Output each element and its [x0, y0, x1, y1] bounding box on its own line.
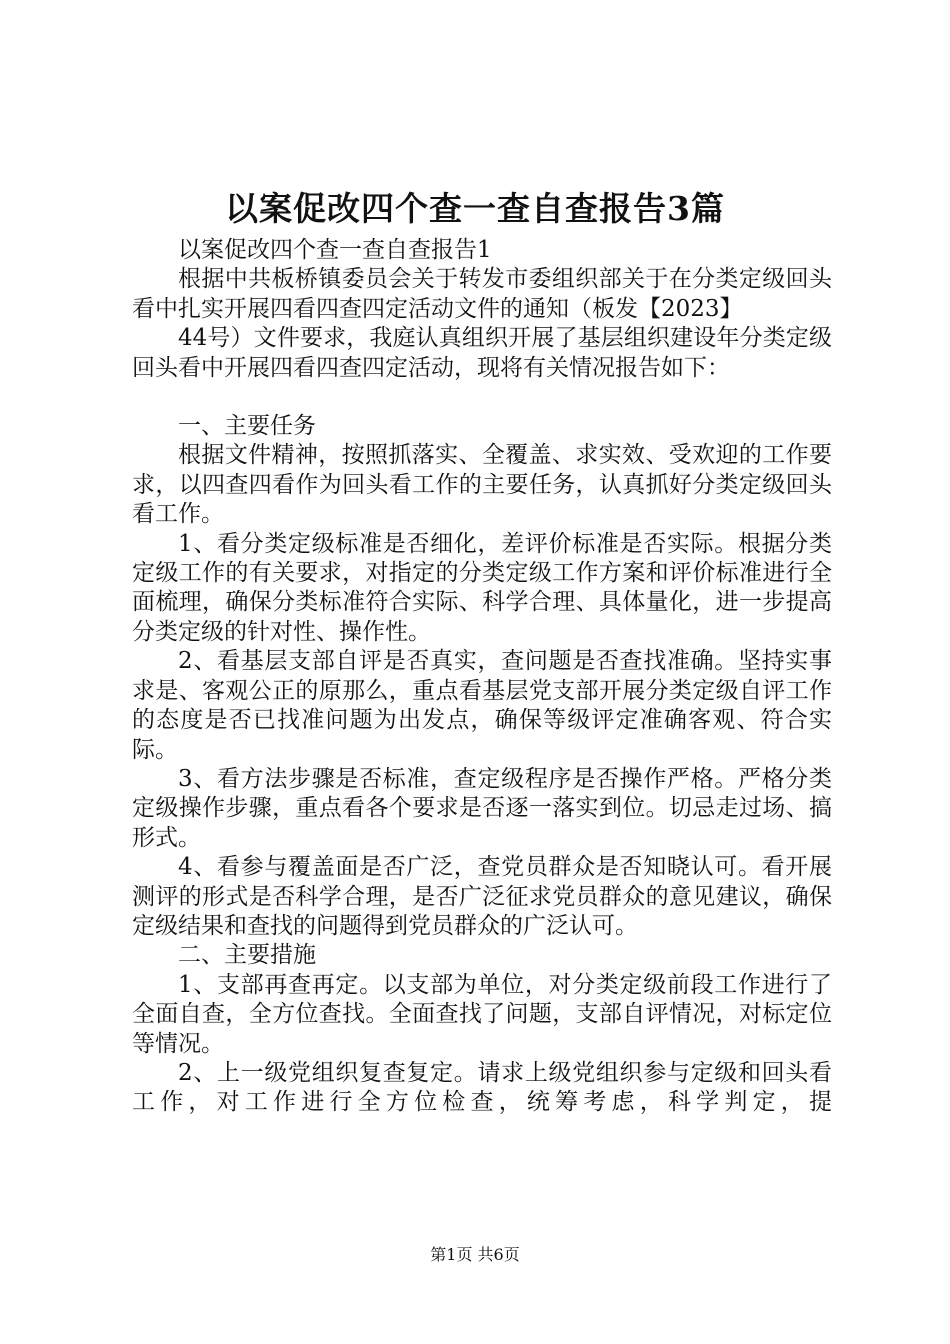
paragraph-spacer — [132, 383, 832, 412]
intro-paragraph-1: 根据中共板桥镇委员会关于转发市委组织部关于在分类定级回头看中扎实开展四看四查四定活动文件的通知（板发【2023】 — [132, 266, 832, 322]
measure-item-2: 2、上一级党组织复查复定。请求上级党组织参与定级和回头看工作，对工作进行全方位检查，统筹考虑，科学判定，提 — [132, 1059, 832, 1116]
measure-item-1: 1、支部再查再定。以支部为单位，对分类定级前段工作进行了全面自查，全方位查找。全面查找了问题，支部自评情况，对标定位等情况。 — [132, 971, 832, 1057]
document-title: 以案促改四个查一查自查报告3篇 — [225, 189, 725, 228]
report-subtitle: 以案促改四个查一查自查报告1 — [178, 237, 492, 263]
page-number-footer: 第1页 共6页 — [430, 1245, 520, 1264]
section-heading-main-measures: 二、主要措施 — [178, 942, 316, 969]
task-item-3: 3、看方法步骤是否标准，查定级程序是否操作严格。严格分类定级操作步骤，重点看各个要求是否逐一落实到位。切忌走过场、搞形式。 — [132, 765, 832, 851]
document-body — [132, 236, 832, 1118]
intro-paragraph-2: 44号）文件要求，我庭认真组织开展了基层组织建设年分类定级回头看中开展四看四查四定活动，现将有关情况报告如下： — [132, 325, 832, 381]
task-item-2: 2、看基层支部自评是否真实，查问题是否查找准确。坚持实事求是、客观公正的原那么，重点看基层党支部开展分类定级自评工作的态度是否已找准问题为出发点，确保等级评定准确客观、符合实际。 — [132, 648, 832, 763]
task-item-4: 4、看参与覆盖面是否广泛，查党员群众是否知晓认可。看开展测评的形式是否科学合理，是否广泛征求党员群众的意见建议，确保定级结果和查找的问题得到党员群众的广泛认可。 — [132, 854, 832, 939]
task-item-1: 1、看分类定级标准是否细化，差评价标准是否实际。根据分类定级工作的有关要求，对指定的分类定级工作方案和评价标准进行全面梳理，确保分类标准符合实际、科学合理、具体量化，进一步提高分类定级的针对性、操作性。 — [132, 530, 832, 645]
section-1-intro: 根据文件精神，按照抓落实、全覆盖、求实效、受欢迎的工作要求，以四查四看作为回头看工作的主要任务，认真抓好分类定级回头看工作。 — [132, 442, 832, 528]
section-heading-main-tasks: 一、主要任务 — [178, 413, 316, 440]
